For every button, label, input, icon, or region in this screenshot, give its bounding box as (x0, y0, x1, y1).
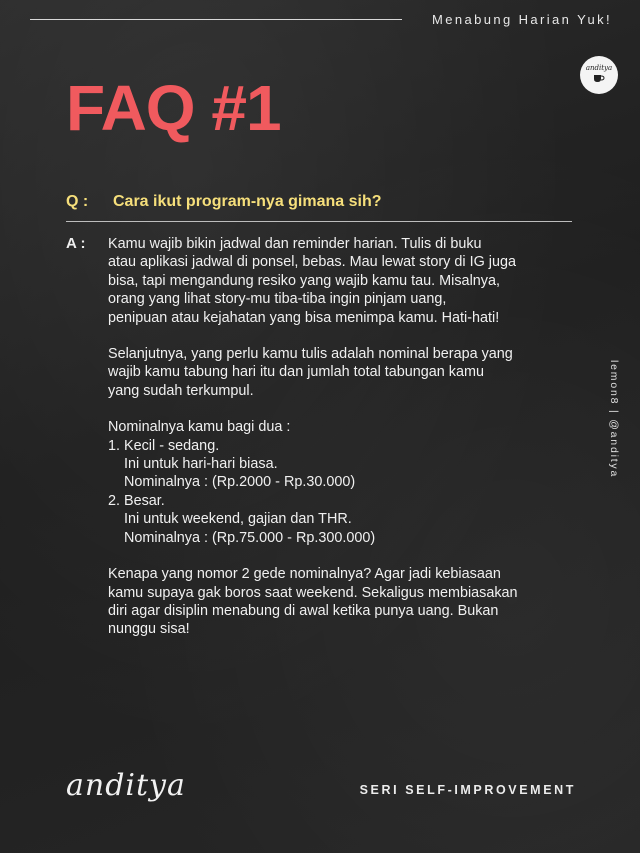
header-tagline: Menabung Harian Yuk! (431, 12, 612, 27)
list-item-title: 2. Besar. (108, 492, 165, 509)
side-handle: lemon8 | @anditya (608, 360, 620, 479)
answer-body (108, 235, 578, 639)
answer-line: Kamu wajib bikin jadwal dan reminder harian. Tulis di buku (108, 236, 482, 252)
badge-script-logo: anditya (585, 64, 613, 72)
page-title: FAQ #1 (66, 72, 281, 144)
coffee-cup-icon (593, 74, 605, 83)
list-intro: Nominalnya kamu bagi dua : (108, 419, 291, 436)
list-item-nominal: Nominalnya : (Rp.75.000 - Rp.300.000) (124, 529, 376, 546)
signature-logo: anditya (66, 768, 186, 803)
answer-line: kamu supaya gak boros saat weekend. Sekaligus membiasakan (108, 584, 518, 601)
answer-line: Selanjutnya, yang perlu kamu tulis adalah nominal berapa yang (108, 346, 513, 363)
answer-line: orang yang lihat story-mu tiba-tiba ingin pinjam uang, (108, 291, 447, 308)
list-item-title: 1. Kecil - sedang. (108, 437, 220, 454)
series-label: SERI SELF-IMPROVEMENT (359, 783, 576, 797)
question-label: Q : (66, 193, 89, 210)
paragraph-gap (108, 327, 578, 345)
question-text: Cara ikut program-nya gimana sih? (113, 193, 382, 210)
paragraph-gap (108, 547, 578, 565)
qa-divider (66, 221, 572, 222)
answer-line: diri agar disiplin menabung di awal ketika punya uang. Bukan (108, 602, 499, 619)
brand-badge (580, 56, 618, 94)
answer-line: wajib kamu tabung hari itu dan jumlah total tabungan kamu (108, 364, 484, 381)
answer-line: nunggu sisa! (108, 621, 190, 638)
answer-line: bisa, tapi mengandung resiko yang wajib kamu tau. Misalnya, (108, 272, 500, 289)
paragraph-gap (108, 400, 578, 418)
answer-label: A : (66, 235, 86, 252)
answer-line: penipuan atau kejahatan yang bisa menimpa kamu. Hati-hati! (108, 309, 500, 326)
answer-line: Kenapa yang nomor 2 gede nominalnya? Agar jadi kebiasaan (108, 566, 501, 583)
list-item-nominal: Nominalnya : (Rp.2000 - Rp.30.000) (124, 474, 356, 491)
list-item-desc: Ini untuk weekend, gajian dan THR. (124, 511, 352, 528)
answer-line: yang sudah terkumpul. (108, 382, 254, 399)
list-item-desc: Ini untuk hari-hari biasa. (124, 456, 278, 473)
answer-line: atau aplikasi jadwal di ponsel, bebas. Mau lewat story di IG juga (108, 254, 516, 271)
top-divider (30, 19, 402, 20)
